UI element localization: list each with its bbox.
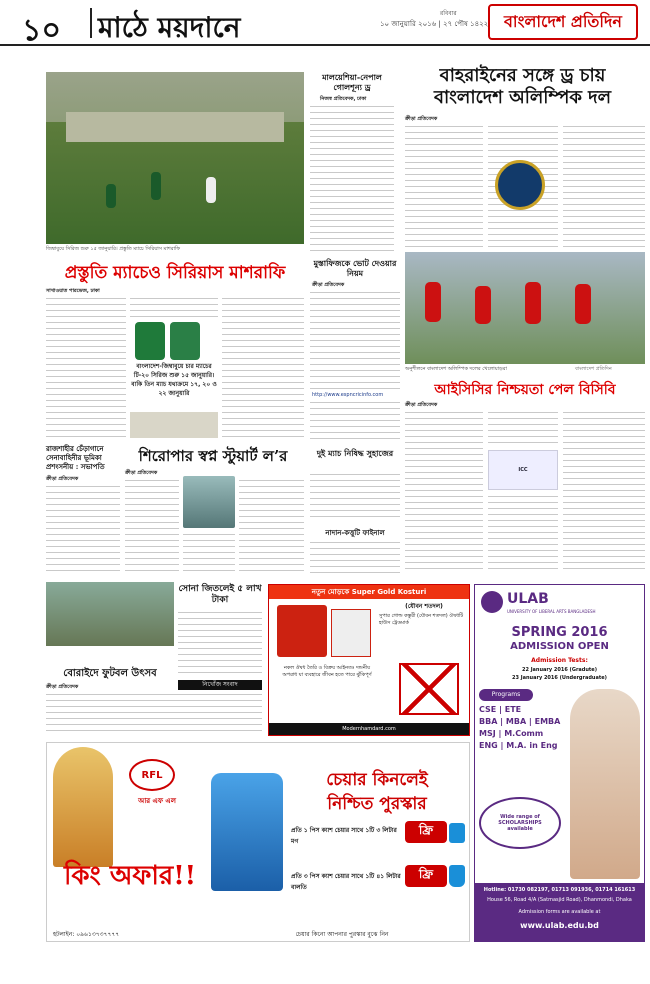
player-figure: [525, 282, 541, 324]
byline-stuart-law: ক্রীড়া প্রতিবেদক: [125, 470, 158, 476]
cricket-photo: [46, 72, 304, 244]
player-figure: [475, 286, 491, 324]
headline-nadan: নাদান-কত্তুটি ফাইনাল: [325, 528, 385, 537]
headline-mashrafe: প্রস্তুতি ম্যাচেও সিরিয়াস মাশরাফি: [64, 263, 286, 283]
kosturi-warning: নকল ঔষধ তৈরি ও বিক্রয় আইনতঃ দন্ডনীয় অপরাধ যা ব্যবহারে জীবন হতে পারে ঝুঁকিপূর্ণ: [282, 665, 372, 678]
byline-football: ক্রীড়া প্রতিবেদক: [46, 684, 79, 690]
ulab-tests-title: Admission Tests:: [531, 657, 588, 664]
masthead-logo: বাংলাদেশ প্রতিদিন: [488, 4, 638, 40]
article-body-nadan: [310, 540, 400, 578]
kosturi-footer: Modernhamdard.com: [269, 723, 469, 735]
byline-malaysia: নিজস্ব প্রতিবেদক, ঢাকা: [320, 96, 367, 102]
article-body-football: [46, 692, 262, 734]
page-number: ১০: [22, 13, 61, 48]
kosturi-title: নতুন মোড়কে Super Gold Kosturi: [269, 585, 469, 599]
headline-football: বোরাইদে ফুটবল উৎসব: [63, 668, 157, 679]
ulab-logo-text: ULAB: [507, 591, 549, 607]
bcb-logo-icon: [135, 322, 165, 360]
player-figure: [151, 172, 161, 200]
article-body-mashrafe: [222, 296, 304, 440]
ulab-program-3: MSJ | M.Comm: [479, 729, 544, 738]
ulab-test-1: 22 January 2016 (Gradute): [522, 667, 597, 673]
ulab-subtitle: ADMISSION OPEN: [510, 641, 609, 652]
rfl-logo: RFL: [129, 759, 175, 791]
player-figure: [575, 284, 591, 324]
rfl-phone: হটলাইন: ০৯৬১৩৭৩৭৭৭৭: [53, 931, 120, 938]
article-body-icc: [405, 410, 483, 570]
rfl-free-badge-2: ফ্রি: [405, 865, 447, 887]
article-body-icc: [488, 410, 558, 448]
olympic-photo-caption: অনুশীলনে বাংলাদেশ অলিম্পিক দলের খেলোয়াড়রা: [405, 366, 507, 372]
header-date: ১০ জানুয়ারি ২০১৬ | ২৭ পৌষ ১৪২২: [380, 20, 489, 28]
headline-mustafiz: মুস্তাফিজকে ভোট দেওয়ার নিয়ম: [313, 258, 397, 278]
ulab-student-photo: [570, 689, 640, 879]
article-body-gold: [178, 610, 262, 678]
event-photo: [46, 582, 174, 646]
article-body-stuart-law: [239, 478, 304, 576]
ulab-program-1: CSE | ETE: [479, 705, 522, 714]
byline-rajshahi: ক্রীড়া প্রতিবেদক: [46, 476, 79, 482]
headline-bahrain-2: বাংলাদেশ অলিম্পিক দল: [433, 87, 612, 108]
byline-icc: ক্রীড়া প্রতিবেদক: [405, 402, 438, 408]
ulab-logo-icon: [481, 591, 503, 613]
ulab-logo-sub: UNIVERSITY OF LIBERAL ARTS BANGLADESH: [507, 609, 596, 614]
headline-gold: সোনা জিতলেই ৫ লাখ টাকা: [178, 584, 262, 605]
olympic-photo-credit: বাংলাদেশ প্রতিদিন: [575, 366, 612, 372]
headline-stuart-law: শিরোপার স্বপ্ন স্টুয়ার্ট ল’র: [138, 447, 288, 465]
notice-title: নিখোঁজ সংবাদ: [178, 680, 262, 690]
article-body-suspension: [310, 472, 400, 522]
headline-icc: আইসিসির নিশ্চয়তা পেল বিসিবি: [434, 382, 616, 398]
link-espn[interactable]: http://www.espncricinfo.com: [312, 392, 384, 398]
kosturi-product-pack: [331, 609, 371, 657]
stadium-stand: [66, 112, 284, 142]
article-body-mustafiz: [310, 290, 400, 390]
rfl-headline-2: নিশ্চিত পুরস্কার: [327, 794, 427, 814]
rfl-footer: চেয়ার কিনো আপনার পুরস্কার বুঝে নিন: [295, 931, 389, 938]
mug-icon: [449, 823, 465, 843]
headline-suspension: দুই ম্যাচ নিষিদ্ধ সুহাজের: [316, 448, 394, 458]
ulab-programs-label: Programs: [479, 689, 533, 701]
series-schedule-box: বাংলাদেশ-জিম্বাবুয়ে চার ম্যাচের টি-২০ সিরিজ শুরু ১৫ জানুয়ারি। বাকি তিন ম্যাচ যথাক্রমে ১৭, ২০ ও ২২ জানুয়ারি: [131, 363, 217, 397]
article-body-mashrafe: [130, 296, 218, 320]
credit-mashrafe: সাখাওয়াত পারভেজ, ঢাকা: [46, 288, 100, 294]
kosturi-body: সুপার গোল্ড কস্তুরী (যৌবন শতদল) ঔষধটি হাউস ট্রেডমার্ক: [379, 613, 464, 626]
header-day: রবিবার: [440, 10, 457, 17]
kosturi-subtitle: (যৌবন শতদল): [405, 603, 443, 610]
ulab-admission-text: Admission forms are available at: [518, 909, 601, 915]
article-body-malaysia: [310, 104, 394, 252]
section-title: মাঠে ময়দানে: [98, 11, 241, 44]
article-body-icc: [488, 494, 558, 570]
headline-rajshahi: রাজশাহীর চেঁড়াগানে সেনাবাহিনীর ভূমিকা প্রশংসনীয় : সভাপতি: [46, 444, 105, 471]
olympic-logo-icon: [495, 160, 545, 210]
page-header: [0, 0, 650, 46]
rfl-free-badge-1: ফ্রি: [405, 821, 447, 843]
plastic-chair-image: [211, 773, 283, 891]
player-figure: [425, 282, 441, 322]
fake-product-cross-icon: [399, 663, 459, 715]
kosturi-ad: [268, 584, 470, 736]
ulab-address: House 56, Road 4/A (Satmasjid Road), Dhanmondi, Dhaka: [487, 897, 632, 903]
rfl-ad: [46, 742, 470, 942]
ulab-scholarship-badge: Wide range of SCHOLARSHIPS available: [479, 797, 561, 849]
rfl-brand-bn: আর এফ এল: [138, 797, 176, 805]
article-body-icc: [563, 410, 645, 570]
headline-malaysia: মালয়েশিয়া-নেপাল গোলশূন্য ড্র: [322, 72, 382, 92]
ulab-hotline: Hotline: 01730 082197, 01713 091936, 01714 161613: [483, 887, 636, 893]
king-illustration: [53, 747, 113, 867]
article-body-stuart-law: [183, 532, 235, 576]
headline-bahrain-1: বাহরাইনের সঙ্গে ড্র চায়: [439, 65, 606, 86]
article-body-mustafiz: [310, 400, 400, 440]
article-body-bahrain: [563, 124, 645, 248]
player-figure: [106, 184, 116, 208]
stuart-law-photo: [183, 476, 235, 528]
rfl-headline-1: চেয়ার কিনলেই: [326, 770, 428, 790]
article-body-rajshahi: [46, 484, 120, 576]
player-figure: [206, 177, 216, 203]
world-cup-logo-icon: ICC: [488, 450, 558, 490]
ulab-url[interactable]: www.ulab.edu.bd: [520, 921, 599, 930]
zimbabwe-cricket-logo-icon: [170, 322, 200, 360]
ulab-title: SPRING 2016: [511, 625, 608, 640]
byline-bahrain: ক্রীড়া প্রতিবেদক: [405, 116, 438, 122]
rfl-offer: কিং অফার!!: [63, 861, 197, 891]
article-body-bahrain: [405, 124, 483, 248]
rfl-prize-2: প্রতি ৩ পিস ক্যাশ চেয়ার সাথে ১টি ৪১ লিটার বালতি: [291, 873, 401, 891]
olympic-team-photo: [405, 252, 645, 364]
photo-caption: জিম্বাবুয়ে সিরিজ শুরু ১৫ জানুয়ারি। প্রস্তুতি ম্যাচে সিরিয়াস মাশরাফি: [46, 246, 181, 252]
bucket-icon: [449, 865, 465, 887]
ulab-ad: [474, 584, 645, 942]
ulab-program-2: BBA | MBA | EMBA: [479, 717, 561, 726]
ulab-test-2: 23 January 2016 (Undergraduate): [512, 675, 607, 681]
article-body-stuart-law: [125, 478, 179, 576]
byline-mustafiz: ক্রীড়া প্রতিবেদক: [312, 282, 345, 288]
kosturi-product-box: [277, 605, 327, 657]
photo-stand: [130, 412, 218, 438]
article-body-mashrafe: [46, 296, 126, 440]
header-divider: [90, 8, 92, 38]
rfl-prize-1: প্রতি ১ পিস ক্যাশ চেয়ার সাথে ১টি ৩ লিটার মগ: [291, 827, 397, 845]
ulab-program-4: ENG | M.A. in Eng: [479, 741, 558, 750]
